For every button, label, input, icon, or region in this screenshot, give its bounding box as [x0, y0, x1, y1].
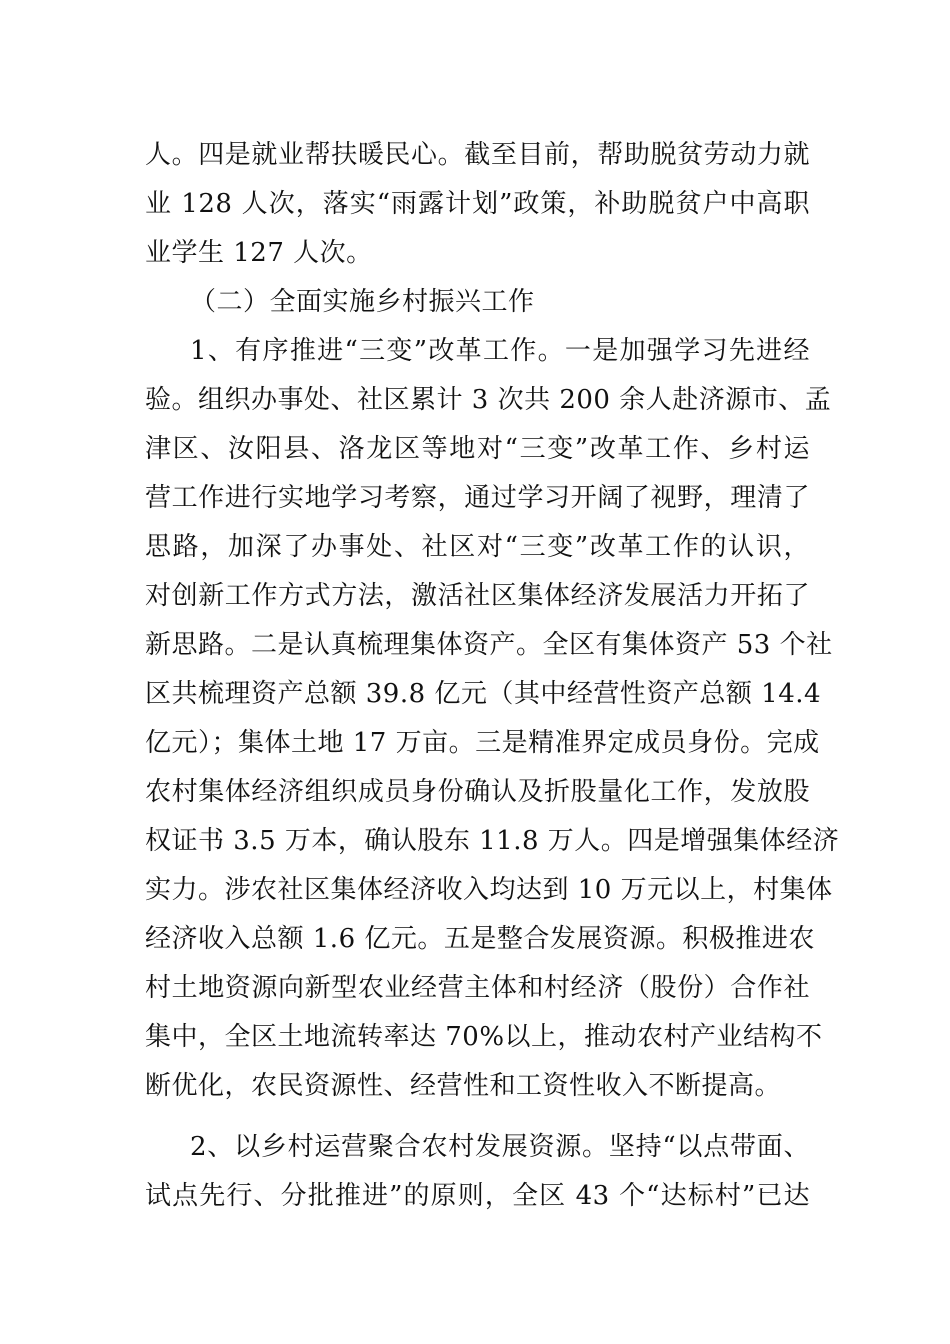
- paragraph-line: 试点先行、分批推进”的原则，全区 43 个“达标村”已达: [145, 1181, 810, 1211]
- paragraph-line: 村土地资源向新型农业经营主体和村经济（股份）合作社: [145, 973, 810, 1003]
- paragraph-line: 断优化，农民资源性、经营性和工资性收入不断提高。: [145, 1071, 782, 1101]
- paragraph-line: 业 128 人次，落实“雨露计划”政策，补助脱贫户中高职: [145, 189, 810, 219]
- paragraph-line: 1、有序推进“三变”改革工作。一是加强学习先进经: [190, 336, 810, 366]
- paragraph-line: 思路，加深了办事处、社区对“三变”改革工作的认识，: [145, 532, 810, 562]
- section-heading: （二）全面实施乡村振兴工作: [190, 287, 535, 317]
- paragraph-line: 业学生 127 人次。: [145, 238, 373, 268]
- paragraph-line: 营工作进行实地学习考察，通过学习开阔了视野，理清了: [145, 483, 810, 513]
- paragraph-line: 新思路。二是认真梳理集体资产。全区有集体资产 53 个社: [145, 630, 833, 660]
- paragraph-line: 权证书 3.5 万本，确认股东 11.8 万人。四是增强集体经济: [145, 826, 840, 856]
- paragraph-line: 验。组织办事处、社区累计 3 次共 200 余人赴济源市、孟: [145, 385, 832, 415]
- paragraph-line: 2、以乡村运营聚合农村发展资源。坚持“以点带面、: [190, 1132, 810, 1162]
- paragraph-line: 人。四是就业帮扶暖民心。截至目前，帮助脱贫劳动力就: [145, 140, 810, 170]
- paragraph-line: 实力。涉农社区集体经济收入均达到 10 万元以上，村集体: [145, 875, 833, 905]
- paragraph-line: 农村集体经济组织成员身份确认及折股量化工作，发放股: [145, 777, 810, 807]
- paragraph-line: 经济收入总额 1.6 亿元。五是整合发展资源。积极推进农: [145, 924, 815, 954]
- paragraph-line: 集中，全区土地流转率达 70%以上，推动农村产业结构不: [145, 1022, 823, 1052]
- paragraph-line: 亿元）；集体土地 17 万亩。三是精准界定成员身份。完成: [145, 728, 820, 758]
- paragraph-line: 区共梳理资产总额 39.8 亿元（其中经营性资产总额 14.4: [145, 679, 822, 709]
- paragraph-line: 津区、汝阳县、洛龙区等地对“三变”改革工作、乡村运: [145, 434, 810, 464]
- paragraph-line: 对创新工作方式方法，激活社区集体经济发展活力开拓了: [145, 581, 810, 611]
